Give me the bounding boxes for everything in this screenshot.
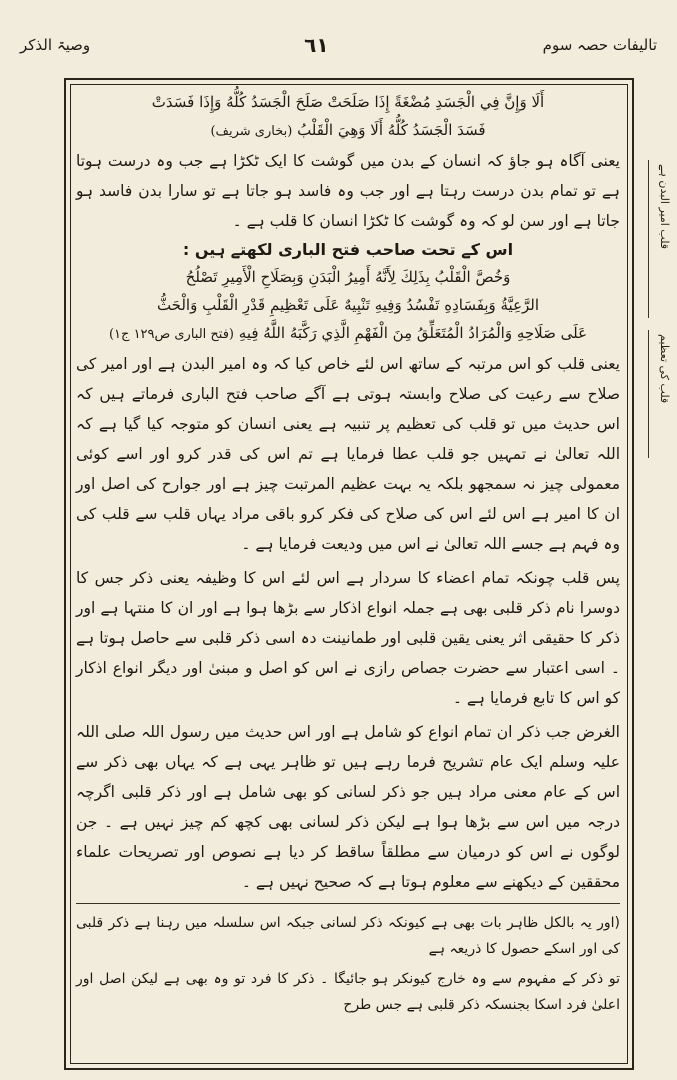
arabic-quote-line-2: الرَّعِيَّةُ وَبِفَسَادِهِ تَفْسُدُ وَفِيهِ تَنْبِيهٌ عَلَى تَعْظِيمِ قَدْرِ الْقَلْبِ وَالْحَثُّ bbox=[156, 296, 540, 314]
paragraph-1: یعنی آگاہ ہو جاؤ کہ انسان کے بدن میں گوشت کا ایک ٹکڑا ہے جب وہ درست ہوتا ہے تو تمام بدن درست رہتا ہے اور جب وہ فاسد ہو جاتا ہے تو سارا بدن فاسد ہو جاتا ہے اور سن لو کہ وہ گوشت کا ٹکڑا انسان کا قلب ہے ۔ bbox=[76, 152, 620, 230]
arabic-quote-line-3-text: عَلَى صَلَاحِهِ وَالْمُرَادُ الْمُتَعَلِّقُ مِنَ الْفَهْمِ الَّذِي رَكَّبَهُ اللَّهُ فِيهِ bbox=[238, 324, 588, 342]
paragraph-2: یعنی قلب کو اس مرتبہ کے ساتھ اس لئے خاص کیا کہ وہ امیر البدن ہے اور امیر کی صلاح سے رعیت کی صلاح وابستہ ہوتی ہے آگے صاحب فتح الباری فرماتے ہیں کہ اس حدیث میں تو قلب کی تعظیم پر تنبیہ ہے یعنی انسان کو متوجہ کیا گیا ہے کہ اللہ تعالیٰ نے تمہیں جو قلب عطا فرمایا ہے تم اس کی قدر کرو اور اسے کوئی معمولی چیز نہ سمجھو بلکہ یہ بہت عظیم المرتبت چیز ہے اور جوارح کی اصل اور ان کا امیر ہے اس لئے اس کی صلاح کی فکر کرو باقی مراد یہاں قلب سے قلب کی وہ فہم ہے جسے اللہ تعالیٰ نے اس میں ودیعت فرمایا ہے ۔ bbox=[76, 355, 620, 553]
arabic-quote-citation: (فتح الباری ص١٢٩ ج١) bbox=[108, 327, 235, 342]
arabic-quote-line-1: وَخُصَّ الْقَلْبُ بِذَلِكَ لِأَنَّهُ أَمِيرُ الْبَدَنِ وَبِصَلَاحِ الْأَمِيرِ تَصْلُحُ bbox=[185, 268, 511, 286]
page-number: ٦١ bbox=[304, 33, 329, 57]
paragraph-5: (اور یہ بالکل ظاہر بات بھی ہے کیونکہ ذکر لسانی جبکہ اس سلسلہ میں رہنا ہے ذکر قلبی کی اور اسکے حصول کا ذریعہ ہے bbox=[76, 915, 620, 957]
hadith-line-2-text: فَسَدَ الْجَسَدُ كُلُّهُ أَلَا وَهِيَ الْقَلْبُ bbox=[297, 121, 486, 139]
hadith-line-1: أَلَا وَإِنَّ فِي الْجَسَدِ مُضْغَةً إِذَا صَلَحَتْ صَلَحَ الْجَسَدُ كُلُّهُ وَإِذَا فَسَدَتْ bbox=[151, 93, 545, 111]
main-content bbox=[76, 88, 620, 1058]
hadith-citation: (بخاری شریف) bbox=[210, 124, 293, 139]
hadith-line-2 bbox=[76, 116, 620, 146]
arabic-quote-line-3 bbox=[76, 319, 620, 349]
divider bbox=[76, 903, 620, 904]
header-book-title: تالیفات حصہ سوم bbox=[542, 36, 657, 54]
section-heading: اس کے تحت صاحب فتح الباری لکھتے ہیں : bbox=[182, 240, 514, 259]
side-note-second: قلب کی تعظیم bbox=[648, 330, 673, 458]
header-chapter-title: وصیۃ الذکر bbox=[20, 36, 91, 54]
paragraph-4: الغرض جب ذکر ان تمام انواع کو شامل ہے اور اس حدیث میں رسول اللہ صلی اللہ علیہ وسلم ایک عام تشریح فرما رہے ہیں تو ظاہر یہی ہے کہ یہاں بھی ذکر سے اس کے عام معنی مراد ہیں جو ذکر لسانی کو بھی شامل ہے اور ذکر قلبی اگرچہ درجہ میں اس سے بڑھا ہوا ہے لیکن ذکر لسانی بھی کچھ کم چیز نہیں ہے ۔ جن لوگوں نے اس کو درمیان سے مطلقاً ساقط کر دیا ہے نصوص اور تصریحات علماء محققین کے دیکھنے سے معلوم ہوتا ہے کہ صحیح نہیں ہے ۔ bbox=[76, 723, 620, 891]
paragraph-3: پس قلب چونکہ تمام اعضاء کا سردار ہے اس لئے اس کا وظیفہ یعنی ذکر جس کا دوسرا نام ذکر قلبی بھی ہے جملہ انواع اذکار سے بڑھا ہوا ہے اور ان کا منتہا ہے اور ذکر کا حقیقی اثر یعنی یقین قلبی اور طمانینت دہ اسی ذکر قلبی سے حاصل ہوتا ہے ۔ اسی اعتبار سے حضرت جصاص رازی نے اس کو اصل و مبنیٰ اور دیگر انواع اذکار کو اس کا تابع فرمایا ہے ۔ bbox=[76, 569, 620, 707]
side-note-first: قلب امیر البدن ہے bbox=[648, 160, 673, 318]
paragraph-6: تو ذکر کے مفہوم سے وہ خارج کیونکر ہو جائیگا ۔ ذکر کا فرد تو وہ بھی ہے لیکن اصل اور اعلیٰ فرد اسکا بجنسکہ ذکر قلبی ہے جس طرح bbox=[76, 971, 620, 1013]
page-header bbox=[20, 28, 657, 62]
